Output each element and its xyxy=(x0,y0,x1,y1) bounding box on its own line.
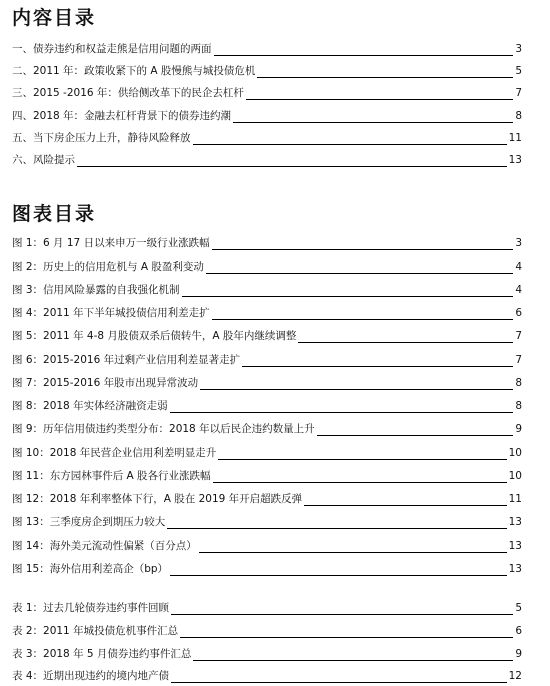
table-entry-page: 12 xyxy=(507,667,522,685)
table-entry-2[interactable] xyxy=(12,622,522,640)
figure-entry-label: 图 3：信用风险暴露的自我强化机制 xyxy=(12,281,182,299)
figure-entry-3[interactable] xyxy=(12,281,522,299)
table-entry-page: 6 xyxy=(513,622,522,640)
figure-entry-page: 13 xyxy=(507,513,522,531)
lof-heading: 图表目录 xyxy=(12,203,97,225)
figure-entry-label: 图 5：2011 年 4-8 月股债双杀后债转牛，A 股年内继续调整 xyxy=(12,327,298,345)
toc-entry-1[interactable] xyxy=(12,40,522,58)
toc-entry-2[interactable] xyxy=(12,62,522,80)
figure-entry-10[interactable] xyxy=(12,444,522,462)
figure-entry-15[interactable] xyxy=(12,560,522,578)
table-entry-page: 9 xyxy=(513,645,522,663)
toc-entry-page: 11 xyxy=(507,129,522,147)
table-entry-1[interactable] xyxy=(12,599,522,617)
table-entry-page: 5 xyxy=(513,599,522,617)
figure-entry-label: 图 13：三季度房企到期压力较大 xyxy=(12,513,167,531)
toc-entry-label: 四、2018 年：金融去杠杆背景下的债券违约潮 xyxy=(12,107,233,125)
table-entry-label: 表 1：过去几轮债券违约事件回顾 xyxy=(12,599,171,617)
figure-entry-page: 7 xyxy=(513,327,522,345)
table-entry-label: 表 2：2011 年城投债危机事件汇总 xyxy=(12,622,180,640)
toc-entry-page: 3 xyxy=(513,40,522,58)
figure-entry-page: 7 xyxy=(513,351,522,369)
figure-entry-page: 9 xyxy=(513,420,522,438)
leader-line xyxy=(12,166,522,167)
toc-heading: 内容目录 xyxy=(12,7,97,29)
figure-entry-page: 8 xyxy=(513,397,522,415)
figure-entry-12[interactable] xyxy=(12,490,522,508)
figure-entry-page: 6 xyxy=(513,304,522,322)
toc-entry-page: 8 xyxy=(513,107,522,125)
figure-entry-label: 图 12：2018 年利率整体下行，A 股在 2019 年开启超跌反弹 xyxy=(12,490,304,508)
figure-entry-page: 4 xyxy=(513,258,522,276)
figure-entry-6[interactable] xyxy=(12,351,522,369)
figure-entry-page: 10 xyxy=(507,444,522,462)
figure-entry-1[interactable] xyxy=(12,234,522,252)
toc-entry-label: 三、2015 -2016 年：供给侧改革下的民企去杠杆 xyxy=(12,84,246,102)
figure-entry-page: 3 xyxy=(513,234,522,252)
figure-entry-label: 图 14：海外美元流动性偏紧（百分点） xyxy=(12,537,199,555)
figure-entry-label: 图 4：2011 年下半年城投债信用利差走扩 xyxy=(12,304,212,322)
toc-entry-label: 六、风险提示 xyxy=(12,151,77,169)
figure-entry-page: 10 xyxy=(507,467,522,485)
figure-entry-label: 图 2：历史上的信用危机与 A 股盈利变动 xyxy=(12,258,206,276)
toc-entry-5[interactable] xyxy=(12,129,522,147)
toc-entry-label: 一、债券违约和权益走熊是信用问题的两面 xyxy=(12,40,214,58)
toc-entry-6[interactable] xyxy=(12,151,522,169)
toc-entry-label: 二、2011 年：政策收紧下的 A 股慢熊与城投债危机 xyxy=(12,62,257,80)
toc-entry-label: 五、当下房企压力上升，静待风险释放 xyxy=(12,129,193,147)
figure-entry-9[interactable] xyxy=(12,420,522,438)
figure-entry-14[interactable] xyxy=(12,537,522,555)
figure-entry-label: 图 15：海外信用利差高企（bp） xyxy=(12,560,170,578)
figure-entry-label: 图 9：历年信用债违约类型分布：2018 年以后民企违约数量上升 xyxy=(12,420,317,438)
figure-entry-11[interactable] xyxy=(12,467,522,485)
figure-entry-label: 图 7：2015-2016 年股市出现异常波动 xyxy=(12,374,200,392)
figure-entry-7[interactable] xyxy=(12,374,522,392)
table-entry-3[interactable] xyxy=(12,645,522,663)
figure-entry-page: 11 xyxy=(507,490,522,508)
figure-entry-13[interactable] xyxy=(12,513,522,531)
table-entry-label: 表 3：2018 年 5 月债券违约事件汇总 xyxy=(12,645,193,663)
toc-entry-page: 5 xyxy=(513,62,522,80)
figure-entry-page: 4 xyxy=(513,281,522,299)
figure-entry-page: 8 xyxy=(513,374,522,392)
figure-entry-2[interactable] xyxy=(12,258,522,276)
figure-entry-label: 图 1：6 月 17 日以来申万一级行业涨跌幅 xyxy=(12,234,212,252)
figure-entry-label: 图 6：2015-2016 年过剩产业信用利差显著走扩 xyxy=(12,351,242,369)
figure-entry-page: 13 xyxy=(507,537,522,555)
figure-entry-8[interactable] xyxy=(12,397,522,415)
figure-entry-label: 图 11：东方园林事件后 A 股各行业涨跌幅 xyxy=(12,467,213,485)
figure-entry-4[interactable] xyxy=(12,304,522,322)
toc-entry-3[interactable] xyxy=(12,84,522,102)
figure-entry-page: 13 xyxy=(507,560,522,578)
figure-entry-label: 图 8：2018 年实体经济融资走弱 xyxy=(12,397,170,415)
figure-entry-label: 图 10：2018 年民营企业信用利差明显走升 xyxy=(12,444,218,462)
toc-entry-4[interactable] xyxy=(12,107,522,125)
table-entry-label: 表 4：近期出现违约的境内地产债 xyxy=(12,667,171,685)
toc-entry-page: 7 xyxy=(513,84,522,102)
toc-entry-page: 13 xyxy=(507,151,522,169)
table-entry-4[interactable] xyxy=(12,667,522,685)
figure-entry-5[interactable] xyxy=(12,327,522,345)
